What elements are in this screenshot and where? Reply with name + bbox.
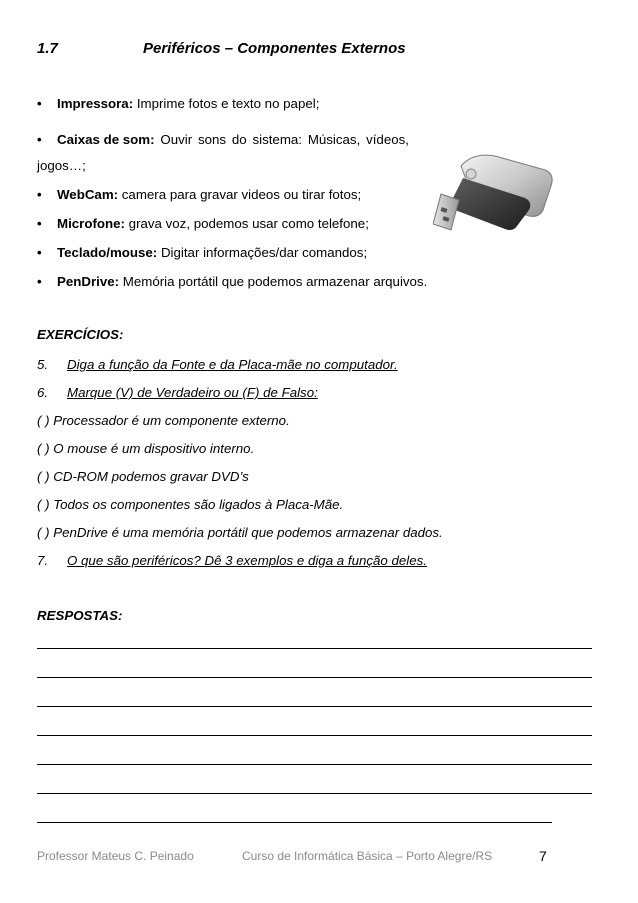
item-text: camera para gravar videos ou tirar fotos; xyxy=(121,187,362,202)
answer-line[interactable] xyxy=(37,764,592,765)
true-false-statement: ( ) O mouse é um dispositivo interno. xyxy=(37,441,255,456)
item-label: Microfone: xyxy=(57,216,125,231)
item-word: Músicas, xyxy=(307,132,361,147)
exercises-title: EXERCÍCIOS: xyxy=(37,327,124,342)
answer-line[interactable] xyxy=(37,706,592,707)
bullet-icon: • xyxy=(37,274,42,289)
list-item xyxy=(37,96,319,111)
question-text: Marque (V) de Verdadeiro ou (F) de Falso: xyxy=(67,385,318,400)
item-label: WebCam: xyxy=(57,187,119,202)
item-text: Imprime fotos e texto no papel; xyxy=(136,96,320,111)
answers-title: RESPOSTAS: xyxy=(37,608,123,623)
list-item xyxy=(37,216,369,231)
item-label: Teclado/mouse: xyxy=(57,245,158,260)
answer-line[interactable] xyxy=(37,735,592,736)
true-false-statement: ( ) PenDrive é uma memória portátil que podemos armazenar dados. xyxy=(37,525,443,540)
true-false-statement: ( ) CD-ROM podemos gravar DVD’s xyxy=(37,469,249,484)
true-false-statement: ( ) Todos os componentes são ligados à Placa-Mãe. xyxy=(37,497,344,512)
answer-line[interactable] xyxy=(37,793,592,794)
item-word: sons xyxy=(197,132,227,147)
question-6: 6. Marque (V) de Verdadeiro ou (F) de Falso: xyxy=(37,385,318,400)
pendrive-icon xyxy=(433,148,557,248)
item-continuation: jogos…; xyxy=(37,158,86,173)
list-item xyxy=(37,274,427,289)
item-text: grava voz, podemos usar como telefone; xyxy=(128,216,369,231)
question-text: O que são periféricos? Dê 3 exemplos e diga a função deles. xyxy=(67,553,427,568)
item-word: Ouvir xyxy=(160,132,193,147)
item-label: PenDrive: xyxy=(57,274,120,289)
item-word: vídeos, xyxy=(366,132,409,147)
item-label: Caixas de som: xyxy=(57,132,155,147)
question-5: 5. Diga a função da Fonte e da Placa-mãe no computador. xyxy=(37,357,398,372)
list-item xyxy=(37,187,361,202)
footer-course: Curso de Informática Básica – Porto Alegre/RS xyxy=(242,849,493,863)
bullet-icon: • xyxy=(37,216,42,231)
bullet-icon: • xyxy=(37,187,42,202)
bullet-icon: • xyxy=(37,132,42,147)
item-word: sistema: xyxy=(252,132,302,147)
answer-line[interactable] xyxy=(37,677,592,678)
section-title: Periféricos – Componentes Externos xyxy=(143,40,406,57)
item-word: do xyxy=(231,132,247,147)
item-text: Digitar informações/dar comandos; xyxy=(160,245,368,260)
true-false-statement: ( ) Processador é um componente externo. xyxy=(37,413,290,428)
bullet-icon: • xyxy=(37,245,42,260)
item-text: Memória portátil que podemos armazenar arquivos. xyxy=(122,274,428,289)
list-item xyxy=(37,132,409,147)
answer-line[interactable] xyxy=(37,822,552,823)
bullet-icon: • xyxy=(37,96,42,111)
page-number: 7 xyxy=(539,848,547,864)
answer-line[interactable] xyxy=(37,648,592,649)
section-number: 1.7 xyxy=(37,40,58,57)
question-7: 7. O que são periféricos? Dê 3 exemplos e diga a função deles. xyxy=(37,553,427,568)
footer-author: Professor Mateus C. Peinado xyxy=(37,849,194,863)
section-heading xyxy=(37,40,406,57)
item-label: Impressora: xyxy=(57,96,134,111)
question-text: Diga a função da Fonte e da Placa-mãe no computador. xyxy=(67,357,398,372)
list-item xyxy=(37,245,367,260)
